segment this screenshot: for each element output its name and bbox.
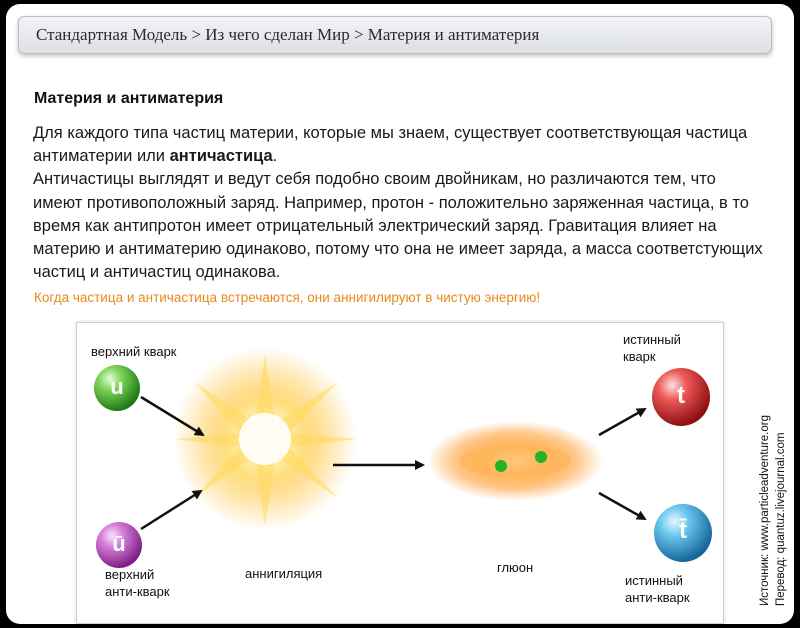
description-paragraph: [33, 122, 768, 284]
gluon-dot: [495, 460, 507, 472]
breadcrumb-text[interactable]: Стандартная Модель > Из чего сделан Мир > Материя и антиматерия: [36, 25, 540, 44]
paragraph-part-1: Для каждого типа частиц материи, которые мы знаем, существует соответствующая частица антиматерии или: [33, 124, 748, 166]
annihilation-diagram: [76, 322, 724, 624]
anti-up-label-line1: верхний: [105, 567, 155, 582]
paragraph-part-3: Античастицы выглядят и ведут себя подобно своим двойникам, но различаются тем, что имеют противоположный заряд. Например, протон - положительно заряженная частица, в то время как антипротон имеет отрицательный электрический заряд. Гравитация влияет на материю и антиматерию одинаково, потому что она не имеет заряда, а масса соответстующих частиц и античастиц одинакова.: [33, 170, 763, 282]
source-line-1: Источник: www.particleadventure.org: [759, 415, 771, 606]
anti-top-quark-symbol: t̄: [679, 517, 687, 544]
anti-up-quark-symbol: ū: [112, 531, 126, 556]
anti-up-label-line2: анти-кварк: [105, 584, 170, 599]
anti-top-symbol-wrap: [654, 504, 712, 562]
paragraph-bold-term: античастица: [169, 147, 273, 166]
arrow-antiup-to-burst: [141, 491, 201, 529]
paragraph-part-2: .: [272, 147, 278, 166]
arrow-gluon-to-top: [599, 409, 645, 435]
source-credit: [754, 366, 794, 606]
anti-up-symbol-wrap: [96, 522, 142, 568]
content-panel: [6, 4, 794, 624]
top-quark-symbol: t: [677, 382, 685, 409]
annihilation-burst: [173, 347, 357, 531]
up-quark-label: верхний кварк: [91, 344, 177, 359]
source-line-2: Перевод: quantuz.livejournal.com: [775, 432, 787, 606]
gluon-label: глюон: [497, 560, 534, 575]
arrow-gluon-to-antitop: [599, 493, 645, 519]
up-quark-symbol: u: [110, 374, 124, 399]
page-title: Материя и антиматерия: [34, 90, 224, 107]
up-quark-symbol-wrap: [94, 365, 140, 411]
breadcrumb: [18, 16, 772, 54]
annihilation-note: Когда частица и античастица встречаются, они аннигилируют в чистую энергию!: [34, 290, 541, 305]
top-quark-label-line1: истинный: [623, 332, 681, 347]
annihilation-label: аннигиляция: [245, 566, 323, 581]
anti-top-label-line2: анти-кварк: [625, 590, 690, 605]
gluon-glow: [427, 421, 603, 501]
top-symbol-wrap: [652, 368, 710, 426]
anti-top-label-line1: истинный: [625, 573, 683, 588]
top-quark-label-line2: кварк: [623, 349, 656, 364]
gluon-dot: [535, 451, 547, 463]
